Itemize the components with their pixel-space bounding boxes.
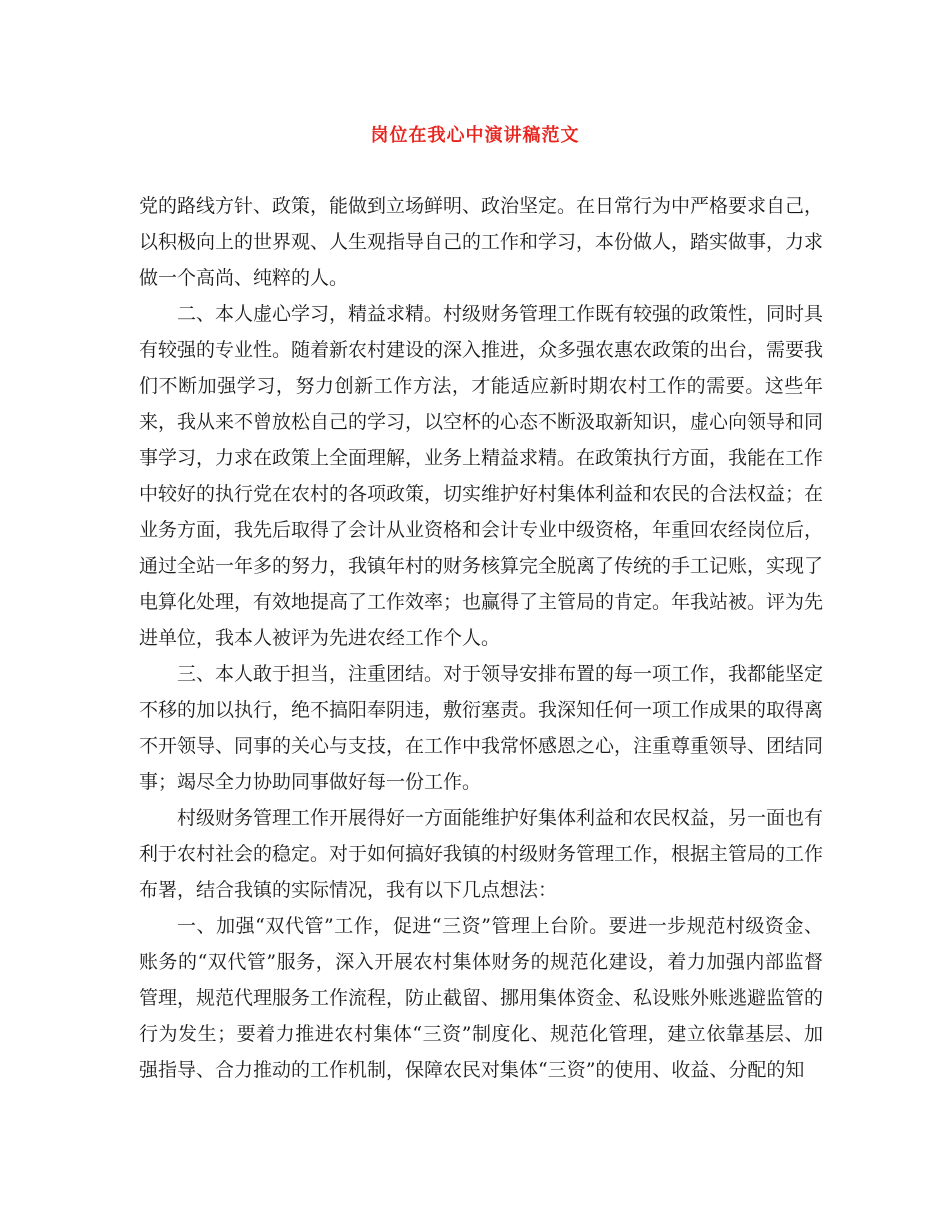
paragraph-5: 一、加强“双代管”工作，促进“三资”管理上台阶。要进一步规范村级资金、账务的“双代管”服务，深入开展农村集体财务的规范化建设，着力加强内部监督管理，规范代理服务工作流程，防止截留、挪用集体资金、私设账外账逃避监管的行为发生；要着力推进农村集体“三资”制度化、规范化管理，建立依靠基层、加强指导、合力推动的工作机制，保障农民对集体“三资”的使用、收益、分配的知 — [139, 915, 824, 1081]
paragraph-4: 村级财务管理工作开展得好一方面能维护好集体利益和农民权益，另一面也有利于农村社会的稳定。对于如何搞好我镇的村级财务管理工作，根据主管局的工作布署，结合我镇的实际情况，我有以下几点想法： — [139, 807, 824, 901]
paragraph-1: 党的路线方针、政策，能做到立场鲜明、政治坚定。在日常行为中严格要求自己，以积极向上的世界观、人生观指导自己的工作和学习，本份做人，踏实做事，力求做一个高尚、纯粹的人。 — [139, 195, 824, 289]
document-body — [139, 188, 823, 1088]
document-title: 岗位在我心中演讲稿范文 — [370, 125, 580, 146]
paragraph-2: 二、本人虚心学习，精益求精。村级财务管理工作既有较强的政策性，同时具有较强的专业性。随着新农村建设的深入推进，众多强农惠农政策的出台，需要我们不断加强学习，努力创新工作方法，才能适应新时期农村工作的需要。这些年来，我从来不曾放松自己的学习，以空杯的心态不断汲取新知识，虚心向领导和同事学习，力求在政策上全面理解，业务上精益求精。在政策执行方面，我能在工作中较好的执行党在农村的各项政策，切实维护好村集体利益和农民的合法权益；在业务方面，我先后取得了会计从业资格和会计专业中级资格，年重回农经岗位后，通过全站一年多的努力，我镇年村的财务核算完全脱离了传统的手工记账，实现了电算化处理，有效地提高了工作效率；也赢得了主管局的肯定。年我站被。评为先进单位，我本人被评为先进农经工作个人。 — [139, 303, 824, 649]
paragraph-3: 三、本人敢于担当，注重团结。对于领导安排布置的每一项工作，我都能坚定不移的加以执行，绝不搞阳奉阴违，敷衍塞责。我深知任何一项工作成果的取得离不开领导、同事的关心与支技，在工作中我常怀感恩之心，注重尊重领导、团结同事；竭尽全力协助同事做好每一份工作。 — [139, 663, 824, 793]
